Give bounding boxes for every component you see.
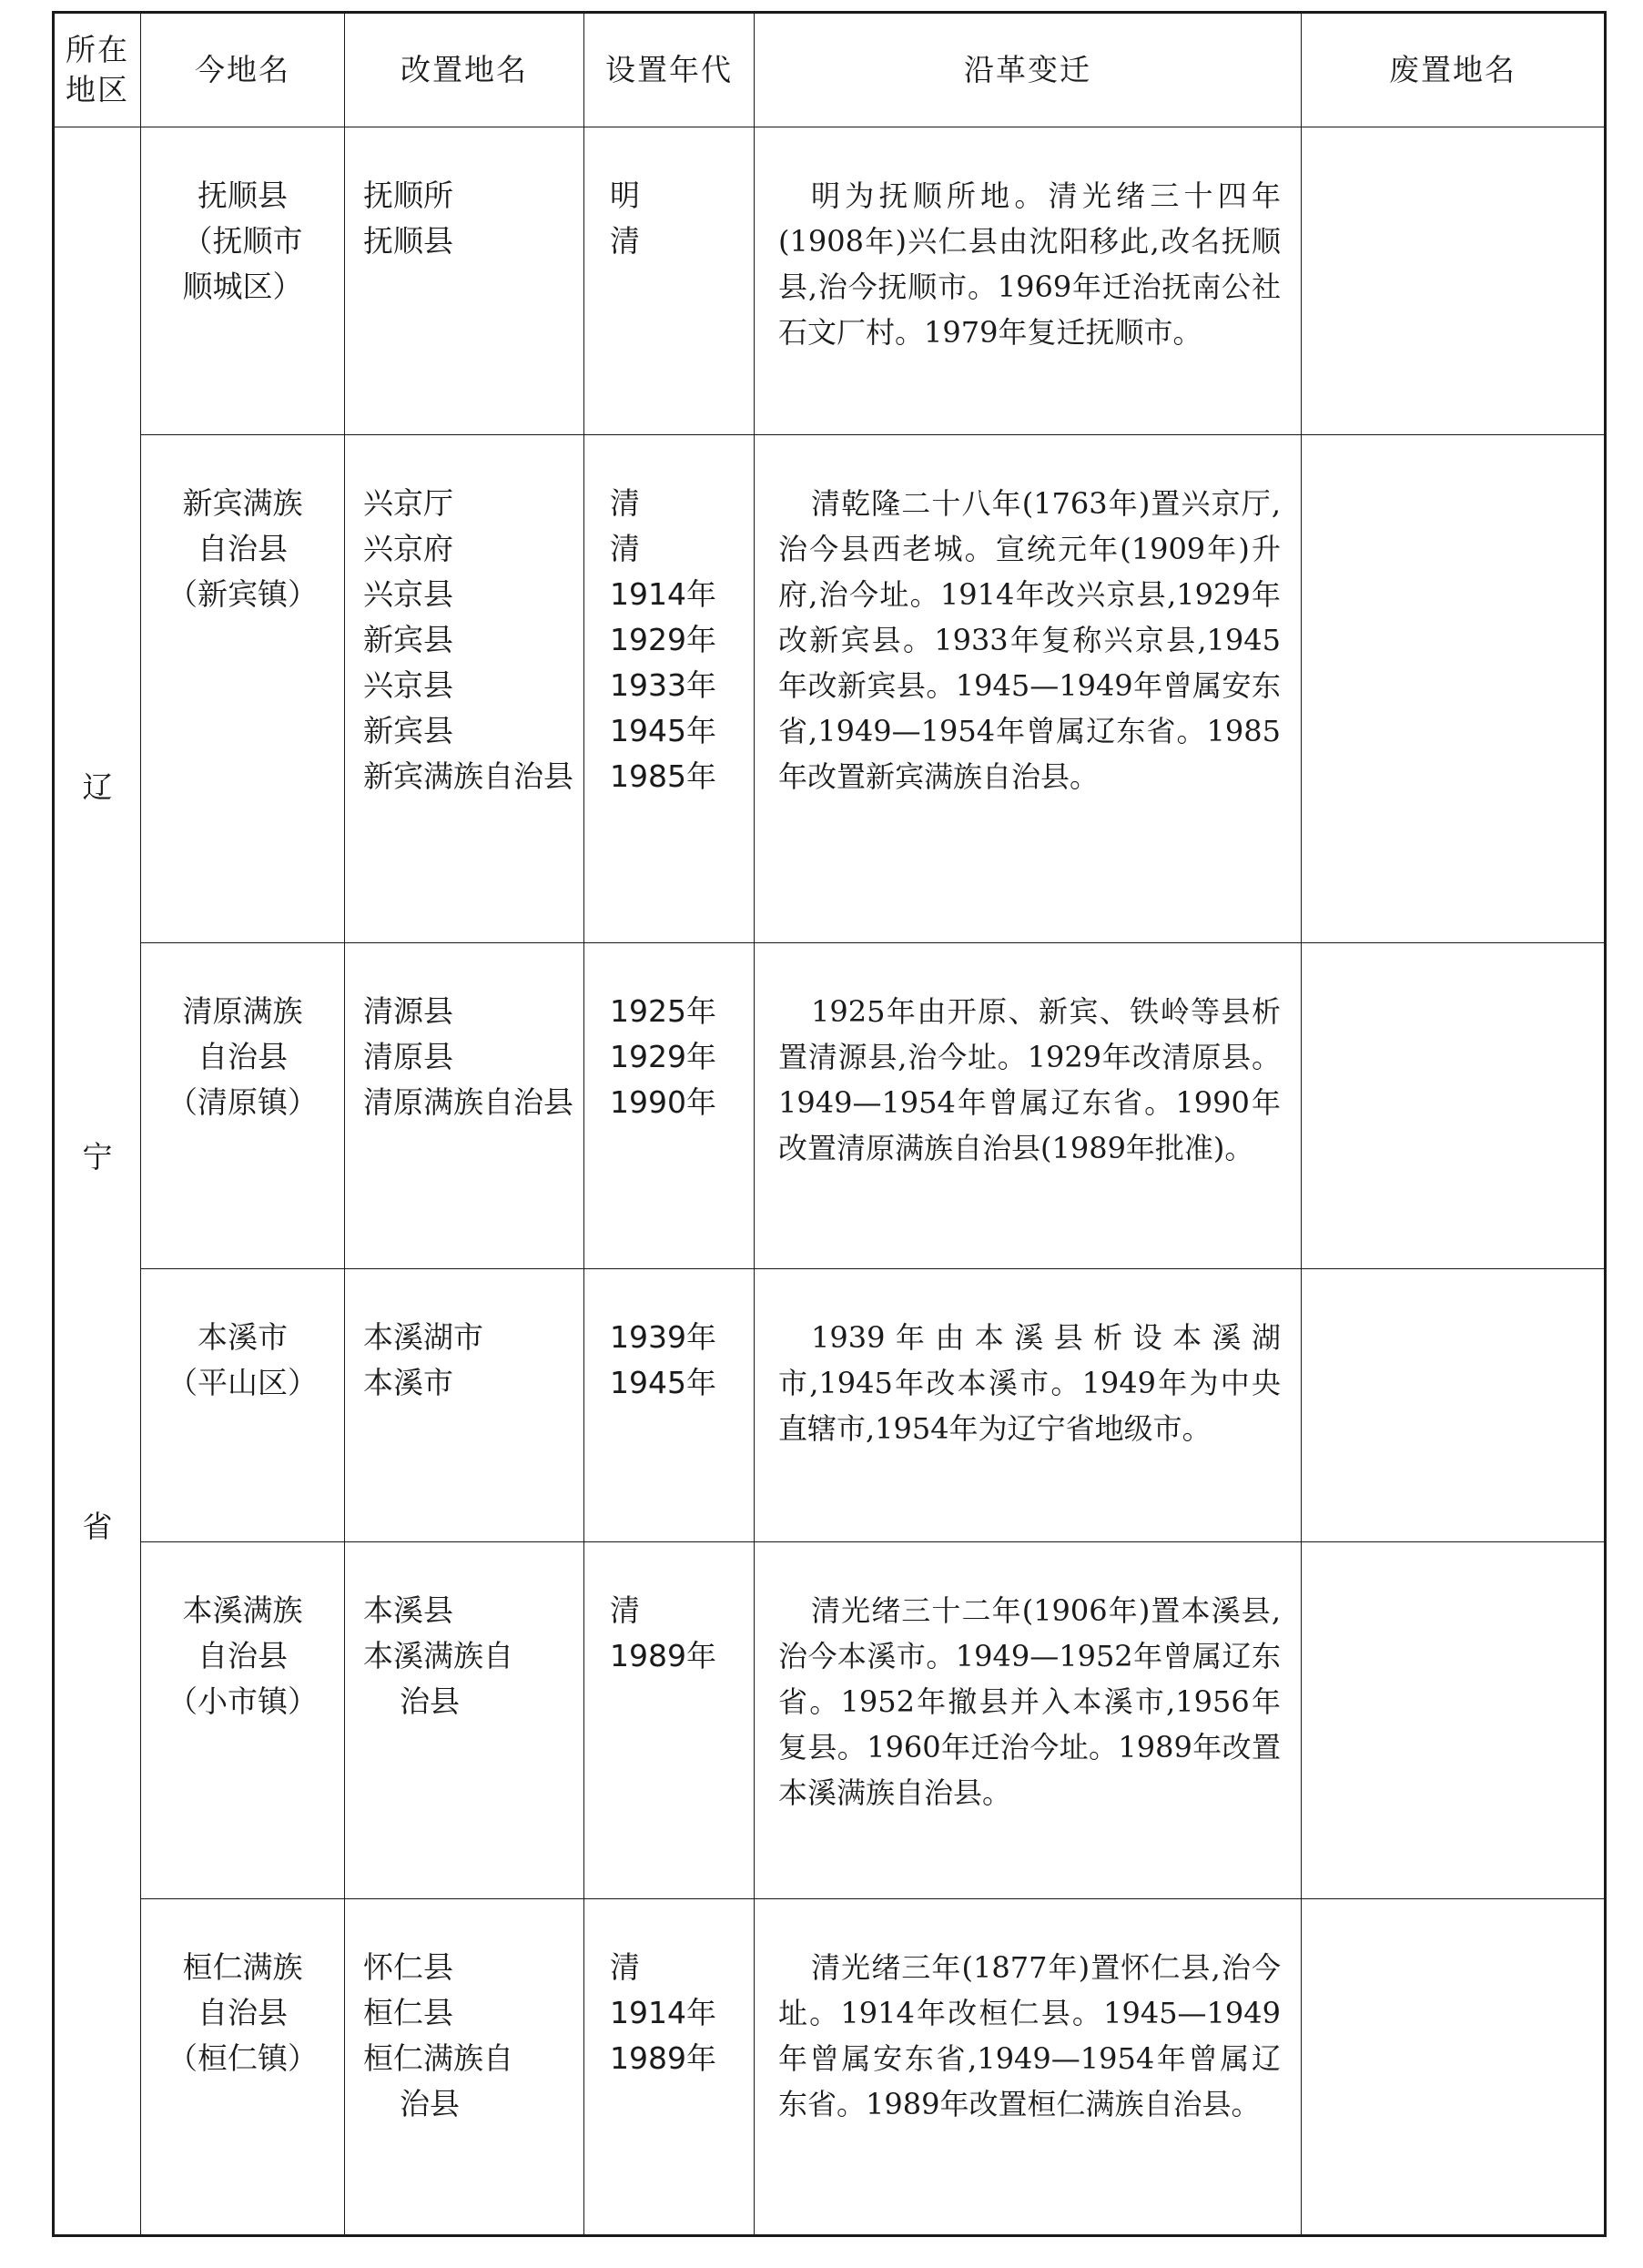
year-line: 明 [610, 178, 640, 213]
header-current-name: 今地名 [141, 13, 345, 127]
year-cell [584, 1269, 755, 1542]
renamed-line: 本溪湖市 [363, 1319, 483, 1355]
current-name-line: 抚顺县 [198, 178, 288, 213]
renamed-line: 清原县 [363, 1039, 453, 1074]
history-cell: 清光绪三十二年(1906年)置本溪县,治今本溪市。1949—1952年曾属辽东省。1952年撤县并入本溪市,1956年复县。1960年迁治今址。1989年改置本溪满族自治县。 [755, 1542, 1302, 1899]
year-cell [584, 943, 755, 1269]
renamed-line: 清原满族自治县 [363, 1084, 573, 1120]
year-line: 清 [610, 485, 640, 521]
year-line: 1945年 [610, 713, 716, 748]
year-cell [584, 127, 755, 435]
year-line: 清 [610, 223, 640, 259]
renamed-line: 桓仁满族自 [363, 2040, 513, 2076]
renamed-line: 兴京县 [363, 667, 453, 703]
history-cell: 1925年由开原、新宾、铁岭等县析置清源县,治今址。1929年改清原县。1949—1954年曾属辽东省。1990年改置清原满族自治县(1989年批准)。 [755, 943, 1302, 1269]
year-line: 1945年 [610, 1365, 716, 1400]
history-cell: 清光绪三年(1877年)置怀仁县,治今址。1914年改桓仁县。1945—1949年曾属安东省,1949—1954年曾属辽东省。1989年改置桓仁满族自治县。 [755, 1899, 1302, 2236]
year-line: 清 [610, 531, 640, 566]
current-name-cell [141, 1542, 345, 1899]
header-renamed: 改置地名 [345, 13, 584, 127]
current-name-line: 本溪满族 [182, 1592, 303, 1628]
history-cell: 1939年由本溪县析设本溪湖市,1945年改本溪市。1949年为中央直辖市,1954年为辽宁省地级市。 [755, 1269, 1302, 1542]
renamed-line: 新宾满族自治县 [363, 758, 573, 794]
current-name-line: （小市镇） [167, 1683, 318, 1719]
renamed-line: 桓仁县 [363, 1995, 453, 2030]
gazetteer-table [52, 11, 1607, 2237]
renamed-cell [345, 435, 584, 943]
year-line: 1925年 [610, 993, 716, 1029]
current-name-line: 自治县 [198, 1638, 288, 1673]
renamed-line: 清源县 [363, 993, 453, 1029]
header-region-line-2: 地区 [66, 72, 129, 107]
year-line: 1914年 [610, 576, 716, 612]
region-cell [54, 127, 141, 2236]
current-name-cell [141, 1269, 345, 1542]
table-row [54, 127, 1606, 435]
abolished-cell [1302, 1269, 1606, 1542]
header-year: 设置年代 [584, 13, 755, 127]
table-row [54, 1542, 1606, 1899]
current-name-line: 自治县 [198, 531, 288, 566]
year-line: 1989年 [610, 2040, 716, 2076]
year-line: 1989年 [610, 1638, 716, 1673]
renamed-cell [345, 127, 584, 435]
year-cell [584, 435, 755, 943]
region-char: 辽 [82, 769, 113, 805]
current-name-line: 新宾满族 [182, 485, 303, 521]
current-name-line: 自治县 [198, 1039, 288, 1074]
current-name-line: 桓仁满族 [182, 1949, 303, 1985]
renamed-line: 兴京县 [363, 576, 453, 612]
abolished-cell [1302, 435, 1606, 943]
renamed-cell [345, 1269, 584, 1542]
table-row [54, 943, 1606, 1269]
renamed-cell [345, 943, 584, 1269]
renamed-cell [345, 1542, 584, 1899]
year-line: 1914年 [610, 1995, 716, 2030]
renamed-line: 新宾县 [363, 622, 453, 657]
current-name-cell [141, 943, 345, 1269]
year-line: 1990年 [610, 1084, 716, 1120]
region-char: 宁 [82, 1139, 113, 1175]
renamed-line: 新宾县 [363, 713, 453, 748]
current-name-cell [141, 1899, 345, 2236]
year-line: 1933年 [610, 667, 716, 703]
abolished-cell [1302, 127, 1606, 435]
current-name-line: （桓仁镇） [167, 2040, 318, 2076]
current-name-cell [141, 435, 345, 943]
current-name-line: （新宾镇） [167, 576, 318, 612]
year-cell [584, 1542, 755, 1899]
current-name-line: 本溪市 [198, 1319, 288, 1355]
current-name-line: 清原满族 [182, 993, 303, 1029]
renamed-line: 兴京府 [363, 531, 453, 566]
renamed-line: 本溪县 [363, 1592, 453, 1628]
year-line: 清 [610, 1592, 640, 1628]
header-history: 沿革变迁 [755, 13, 1302, 127]
year-line: 1929年 [610, 622, 716, 657]
year-line: 1929年 [610, 1039, 716, 1074]
renamed-line: 抚顺县 [363, 223, 453, 259]
region-char: 省 [82, 1509, 113, 1544]
renamed-line: 抚顺所 [363, 178, 453, 213]
renamed-line: 治县 [400, 2086, 460, 2121]
year-line: 清 [610, 1949, 640, 1985]
renamed-line: 怀仁县 [363, 1949, 453, 1985]
header-region [54, 13, 141, 127]
header-row [54, 13, 1606, 127]
year-cell [584, 1899, 755, 2236]
table-row [54, 435, 1606, 943]
table-row [54, 1269, 1606, 1542]
history-cell: 清乾隆二十八年(1763年)置兴京厅,治今县西老城。宣统元年(1909年)升府,治今址。1914年改兴京县,1929年改新宾县。1933年复称兴京县,1945年改新宾县。1945—1949年曾属安东省,1949—1954年曾属辽东省。1985年改置新宾满族自治县。 [755, 435, 1302, 943]
renamed-line: 本溪满族自 [363, 1638, 513, 1673]
current-name-cell [141, 127, 345, 435]
renamed-line: 兴京厅 [363, 485, 453, 521]
year-line: 1939年 [610, 1319, 716, 1355]
history-cell: 明为抚顺所地。清光绪三十四年(1908年)兴仁县由沈阳移此,改名抚顺县,治今抚顺市。1969年迁治抚南公社石文厂村。1979年复迁抚顺市。 [755, 127, 1302, 435]
table-row [54, 1899, 1606, 2236]
header-abolished: 废置地名 [1302, 13, 1606, 127]
abolished-cell [1302, 1899, 1606, 2236]
current-name-line: （平山区） [167, 1365, 318, 1400]
abolished-cell [1302, 943, 1606, 1269]
renamed-line: 治县 [400, 1683, 460, 1719]
current-name-line: 自治县 [198, 1995, 288, 2030]
current-name-line: 顺城区） [182, 269, 303, 304]
abolished-cell [1302, 1542, 1606, 1899]
renamed-cell [345, 1899, 584, 2236]
current-name-line: （清原镇） [167, 1084, 318, 1120]
renamed-line: 本溪市 [363, 1365, 453, 1400]
current-name-line: （抚顺市 [182, 223, 303, 259]
year-line: 1985年 [610, 758, 716, 794]
header-region-line-1: 所在 [66, 32, 129, 67]
